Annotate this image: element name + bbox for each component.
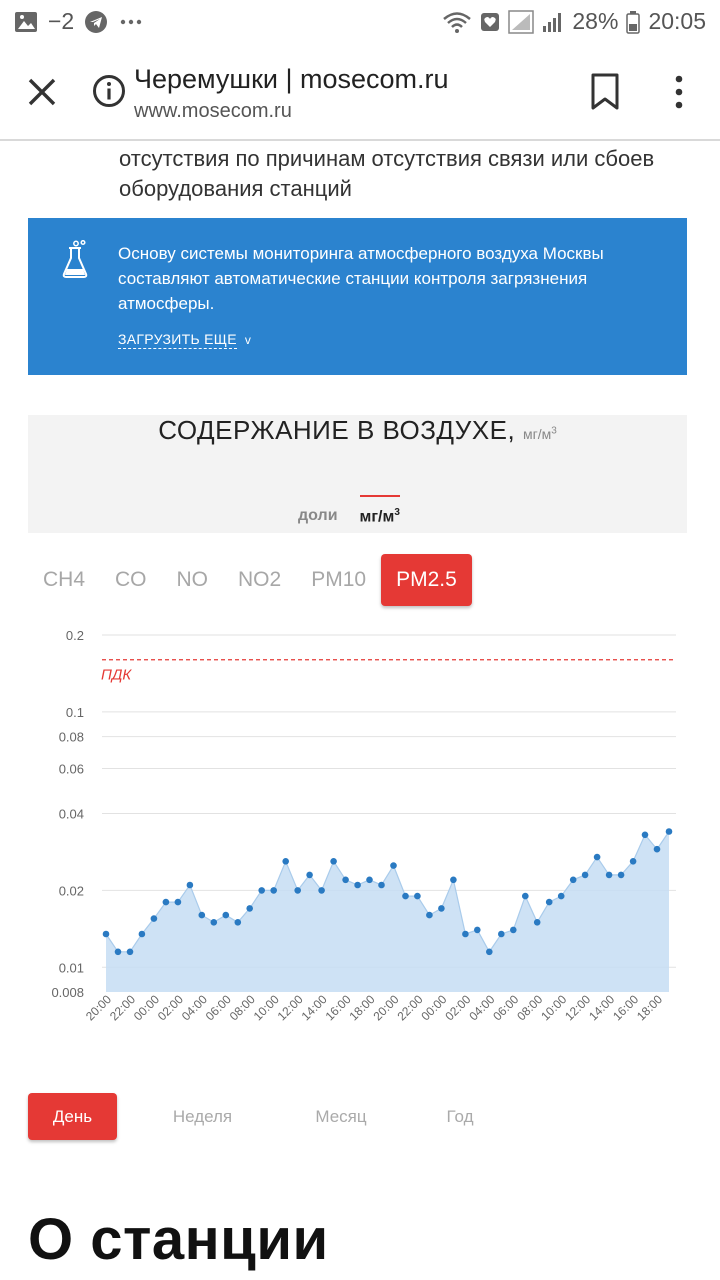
x-tick-label: 20:00: [82, 992, 115, 1024]
unit-tab-0[interactable]: [298, 495, 338, 526]
data-point: [175, 899, 182, 906]
data-point: [246, 905, 253, 912]
x-tick-label: 10:00: [250, 992, 282, 1024]
data-point: [534, 919, 541, 926]
x-tick-label: 02:00: [442, 992, 474, 1024]
heart-badge-icon: [480, 12, 500, 32]
status-bar-right: [442, 8, 706, 35]
data-point: [187, 882, 194, 889]
pollutant-tab-ch4[interactable]: CH4: [43, 568, 86, 591]
pollutant-tab-pm10[interactable]: PM10: [311, 568, 367, 591]
data-point: [390, 862, 397, 869]
x-tick-label: 04:00: [466, 992, 498, 1024]
data-point: [582, 872, 589, 879]
unit-tab-1[interactable]: [360, 495, 400, 526]
page-url: www.mosecom.ru: [134, 100, 292, 122]
data-point: [354, 882, 361, 889]
data-point: [462, 931, 469, 938]
pollutant-tab-no[interactable]: NO: [176, 568, 209, 591]
notification-count: −2: [48, 8, 75, 34]
data-point: [139, 931, 146, 938]
data-point: [342, 877, 349, 884]
x-tick-label: 20:00: [370, 992, 402, 1024]
status-bar: [0, 0, 720, 44]
unit-tab-label: мг/м: [359, 508, 395, 526]
data-point: [223, 912, 230, 919]
x-tick-label: 02:00: [154, 992, 186, 1024]
x-tick-label: 14:00: [586, 992, 618, 1024]
data-point: [318, 887, 325, 894]
y-tick-label: 0.04: [58, 806, 84, 822]
data-point: [115, 949, 122, 956]
info-box: [28, 218, 687, 375]
browser-toolbar: [0, 44, 720, 141]
unit-tabs: [298, 495, 400, 526]
x-tick-label: 14:00: [298, 992, 330, 1024]
pollutant-tab-pm25[interactable]: PM2.5: [381, 554, 472, 606]
pollution-chart: [0, 610, 720, 1050]
load-more-link[interactable]: [118, 331, 251, 347]
close-icon[interactable]: [24, 74, 60, 110]
info-text: Основу системы мониторинга атмосферного воздуха Москвы составляют автоматические станции контроля загрязнения атмосферы.: [118, 244, 604, 313]
data-point: [378, 882, 385, 889]
battery-percent: 28%: [572, 8, 619, 34]
series-area: [106, 832, 669, 993]
content-panel: [28, 415, 687, 533]
signal-sim1-icon: [508, 10, 534, 34]
data-point: [414, 893, 421, 900]
data-point: [163, 899, 170, 906]
data-point: [486, 949, 493, 956]
x-tick-label: 16:00: [322, 992, 354, 1024]
y-tick-label: 0.008: [51, 985, 84, 1000]
data-point: [570, 877, 577, 884]
flask-icon: [62, 240, 90, 280]
data-point: [474, 927, 481, 934]
period-tab-week[interactable]: Неделя: [172, 1107, 233, 1126]
data-point: [666, 828, 673, 835]
data-point: [630, 858, 637, 865]
data-point: [103, 931, 110, 938]
data-point: [558, 893, 565, 900]
intro-text: отсутствия по причинам отсутствия связи или сбоев оборудования станций: [119, 146, 655, 201]
data-point: [522, 893, 529, 900]
period-tab-day[interactable]: День: [28, 1093, 117, 1140]
y-tick-label: 0.2: [65, 628, 84, 643]
x-tick-label: 22:00: [106, 992, 139, 1024]
data-point: [642, 832, 649, 839]
data-point: [546, 899, 553, 906]
data-point: [330, 858, 337, 865]
data-point: [306, 872, 313, 879]
period-tabs: [28, 1093, 512, 1140]
y-tick-label: 0.02: [58, 883, 84, 899]
more-notifications-icon: [118, 10, 144, 34]
x-tick-label: 18:00: [634, 992, 666, 1024]
period-tab-year[interactable]: Год: [446, 1107, 474, 1126]
data-point: [594, 854, 601, 861]
unit-base: мг/м: [522, 426, 552, 442]
signal-sim2-icon: [542, 10, 564, 34]
x-tick-label: 06:00: [490, 992, 522, 1024]
x-tick-label: 06:00: [202, 992, 234, 1024]
station-heading: О станции: [28, 1207, 329, 1272]
data-point: [366, 877, 373, 884]
y-tick-label: 0.08: [58, 729, 84, 745]
data-point: [294, 887, 301, 894]
x-tick-label: 00:00: [418, 992, 450, 1024]
content-heading-text: СОДЕРЖАНИЕ В ВОЗДУХЕ,: [158, 415, 516, 445]
more-options-icon[interactable]: [664, 72, 694, 112]
x-tick-label: 22:00: [394, 992, 426, 1024]
data-point: [618, 872, 625, 879]
content-heading: [28, 415, 687, 446]
data-point: [282, 858, 289, 865]
data-point: [151, 915, 158, 922]
data-point: [510, 927, 517, 934]
data-point: [498, 931, 505, 938]
data-point: [654, 846, 661, 853]
battery-icon: [626, 10, 640, 34]
y-tick-label: 0.01: [58, 960, 84, 976]
data-point: [438, 905, 445, 912]
y-tick-label: 0.06: [58, 761, 84, 777]
wifi-icon: [442, 10, 472, 34]
data-point: [606, 872, 613, 879]
x-tick-label: 12:00: [562, 992, 594, 1024]
telegram-notification-icon: [84, 10, 108, 34]
y-tick-label: 0.1: [65, 704, 84, 720]
status-bar-left: [14, 8, 144, 35]
page-title: Черемушки | mosecom.ru: [134, 64, 449, 94]
data-point: [127, 949, 134, 956]
data-point: [211, 919, 218, 926]
unit-tab-label: доли: [298, 507, 338, 524]
x-tick-label: 16:00: [610, 992, 642, 1024]
period-tab-month[interactable]: Месяц: [315, 1107, 367, 1126]
x-tick-label: 08:00: [514, 992, 546, 1024]
data-point: [258, 887, 265, 894]
data-point: [235, 919, 242, 926]
x-tick-label: 04:00: [178, 992, 210, 1024]
data-point: [426, 912, 433, 919]
x-tick-label: 00:00: [130, 992, 163, 1024]
content-heading-unit: [523, 426, 557, 442]
data-point: [270, 887, 277, 894]
threshold-label: ПДК: [101, 666, 132, 684]
pollutant-tab-no2[interactable]: NO2: [238, 568, 282, 591]
gallery-notification-icon: [14, 11, 38, 33]
unit-tab-exp: 3: [394, 507, 400, 518]
pollutant-tab-co[interactable]: CO: [115, 568, 147, 591]
x-tick-label: 12:00: [274, 992, 306, 1024]
pollutant-tabs: [28, 554, 472, 606]
info-icon[interactable]: [92, 74, 126, 108]
data-point: [402, 893, 409, 900]
x-tick-label: 18:00: [346, 992, 378, 1024]
unit-exp: 3: [551, 425, 557, 437]
clock: 20:05: [648, 8, 706, 34]
x-tick-label: 08:00: [226, 992, 258, 1024]
load-more-label[interactable]: ЗАГРУЗИТЬ ЕЩЕ: [118, 331, 237, 347]
x-tick-label: 10:00: [538, 992, 570, 1024]
data-point: [199, 912, 206, 919]
data-point: [450, 877, 457, 884]
bookmark-icon[interactable]: [588, 72, 622, 112]
chevron-down-icon: v: [244, 333, 252, 347]
